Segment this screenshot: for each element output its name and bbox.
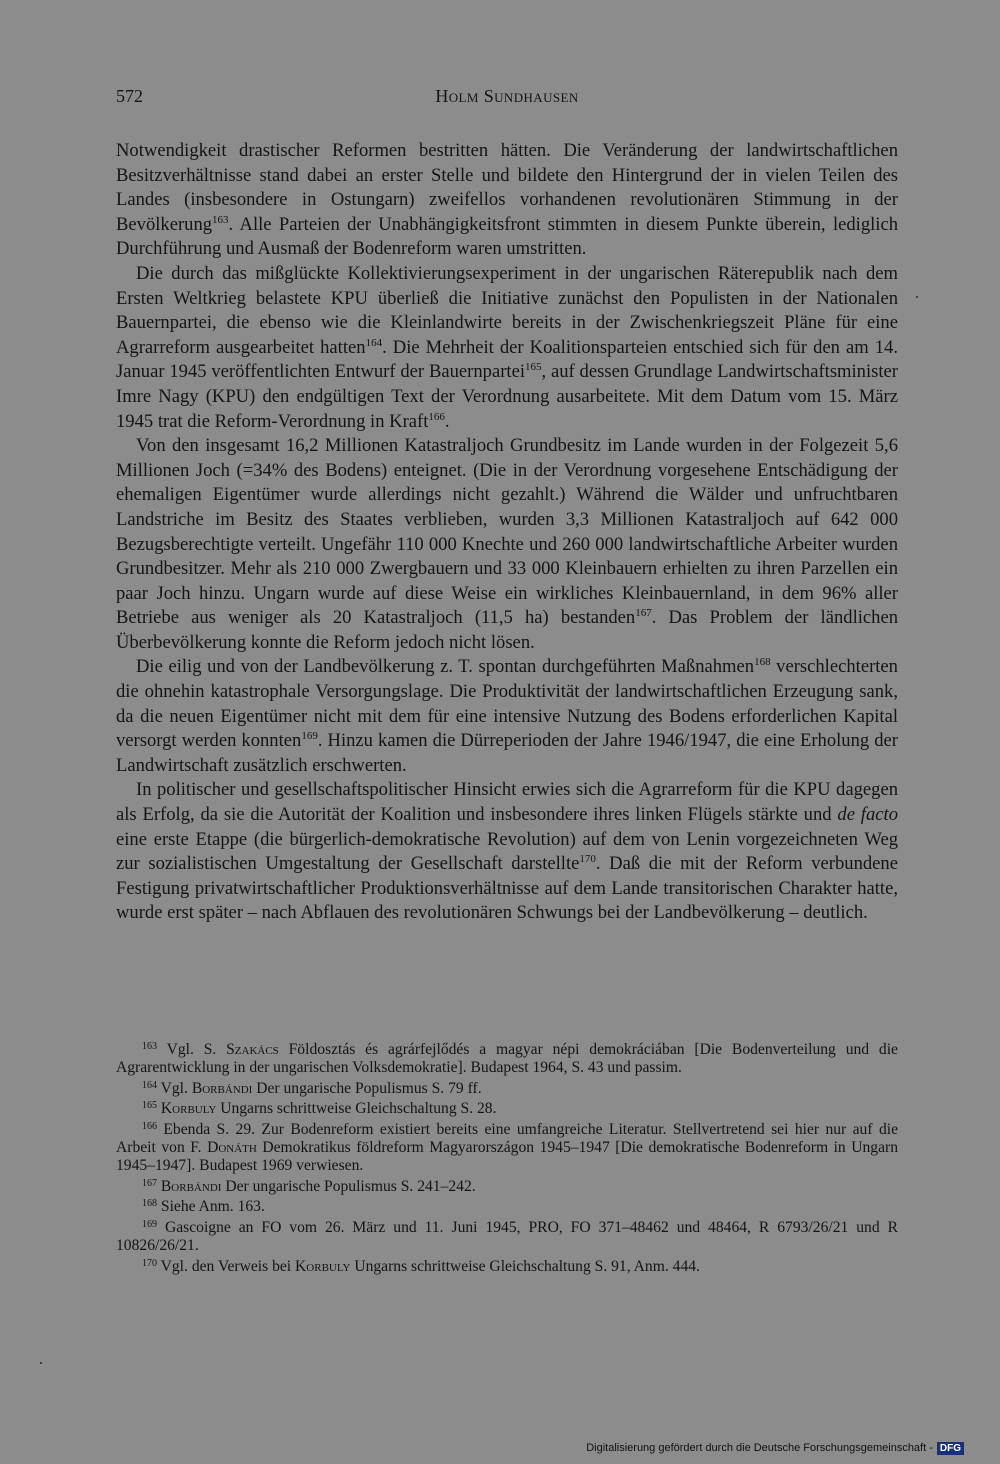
footnote-number: 168 bbox=[142, 1198, 157, 1210]
body-text bbox=[116, 139, 898, 926]
text-run: . Alle Parteien der Unabhängigkeitsfront stimmten in diesem Punkte überein, lediglich Durchführung und Ausmaß der Bodenreform waren umstritten. bbox=[116, 213, 898, 260]
page-header bbox=[116, 86, 898, 112]
author-name: Borbándi bbox=[191, 1079, 253, 1097]
footnote-ref: 164 bbox=[365, 336, 383, 349]
footnote-ref: 170 bbox=[579, 853, 596, 866]
footnotes bbox=[116, 1038, 898, 1276]
digitization-credit bbox=[586, 1440, 964, 1456]
text-run: , auf dessen Grundlage Landwirtschaftsminister Imre Nagy (KPU) den endgültigen Text der Verordnung ausarbeitete. Mit dem Datum vom 15. März 1945 trat die Reform-Verordnung in Kraft bbox=[116, 361, 898, 432]
text-run: . Hinzu kamen die Dürreperioden der Jahre 1946/1947, die eine Erholung der Landwirtschaft zusätzlich erschwerten. bbox=[116, 730, 898, 776]
footnote-number: 170 bbox=[142, 1257, 157, 1269]
footnote bbox=[116, 1195, 898, 1216]
footnote-text: Vgl. bbox=[160, 1079, 192, 1097]
text-run: . Daß die mit der Reform verbundene Festigung privatwirtschaftlicher Produktionsverhältnisse auf dem Lande transitorischen Charakter hatte, wurde erst später – nach Abflauen des revolutionären Schwungs bei der Landbevölkerung – deutlich. bbox=[116, 853, 898, 924]
text-run: . Das Problem der ländlichen Überbevölkerung konnte die Reform jedoch nicht lösen. bbox=[116, 607, 899, 653]
footnote-text: Ebenda S. 29. Zur Bodenreform existiert bereits eine umfangreiche Literatur. Stellvertretend sei hier nur auf die Arbeit von F. bbox=[116, 1121, 898, 1156]
footnote-text: Der ungarische Populismus S. 79 ff. bbox=[252, 1079, 482, 1097]
author-name: Korbuly bbox=[160, 1100, 217, 1118]
footnote bbox=[116, 1216, 898, 1255]
footnote-number: 166 bbox=[142, 1121, 157, 1133]
body-paragraph bbox=[116, 139, 898, 262]
author-name: Szakács bbox=[226, 1041, 279, 1058]
footnote-text: Ungarns schrittweise Gleichschaltung S. 28. bbox=[216, 1100, 497, 1118]
credit-text: Digitalisierung gefördert durch die Deutsche Forschungsgemeinschaft - bbox=[586, 1442, 933, 1454]
footnote bbox=[116, 1255, 898, 1276]
footnote-ref: 166 bbox=[428, 410, 445, 423]
dfg-logo: DFG bbox=[937, 1442, 964, 1455]
footnote-ref: 165 bbox=[524, 361, 542, 374]
author-name: Korbuly bbox=[295, 1257, 351, 1275]
footnote-text: Földosztás és agrárfejlődés a magyar népi demokráciában [Die Bodenverteilung und die Agrarentwicklung in der ungarischen Volksdemokratie]. Budapest 1964, S. 43 und passim. bbox=[116, 1041, 898, 1076]
footnote-text: Der ungarische Populismus S. 241–242. bbox=[221, 1177, 476, 1195]
footnote bbox=[116, 1077, 898, 1098]
footnote-text: Ungarns schrittweise Gleichschaltung S. 91, Anm. 444. bbox=[350, 1257, 700, 1275]
footnote-ref: 163 bbox=[212, 213, 229, 226]
footnote-ref: 167 bbox=[635, 607, 652, 620]
body-paragraph bbox=[116, 778, 898, 926]
footnote bbox=[116, 1175, 898, 1196]
body-paragraph bbox=[116, 262, 898, 434]
footnote-number: 169 bbox=[142, 1219, 157, 1231]
footnote bbox=[116, 1097, 898, 1118]
body-paragraph bbox=[116, 655, 898, 778]
footnote-number: 163 bbox=[142, 1041, 157, 1052]
footnote bbox=[116, 1118, 898, 1174]
text-run: Die durch das mißglückte Kollektivierungsexperiment in der ungarischen Räterepublik nach dem Ersten Weltkrieg belastete KPU überließ die Initiative zunächst den Populisten in der Nationalen Bauernpartei, die ebenso wie die Kleinlandwirte bereits in der Zwischenkriegszeit Pläne für eine Agrarreform ausgearbeitet hatten bbox=[116, 262, 898, 358]
text-run: verschlechterten die ohnehin katastrophale Versorgungslage. Die Produktivität der landwirtschaftlichen Erzeugung sank, da die neuen Eigentümer nicht mit dem für eine intensive Nutzung des Bodens erforderlichen Kapital versorgt werden konnten bbox=[116, 656, 898, 752]
text-run: eine erste Etappe (die bürgerlich-demokratische Revolution) auf dem von Lenin vorgezeichneten Weg zur sozialistischen Umgestaltung der Gesellschaft darstellte bbox=[116, 828, 898, 875]
text-run: Notwendigkeit drastischer Reformen bestritten hätten. Die Veränderung der landwirtschaftlichen Besitzverhältnisse stand dabei an erster Stelle und bildete den Hintergrund der in vielen Teilen des Landes (insbesondere in Ostungarn) zweifellos vorhandenen revolutionären Stimmung in der Bevölkerung bbox=[116, 140, 898, 235]
footnote bbox=[116, 1038, 898, 1077]
scan-speck bbox=[40, 1362, 42, 1364]
footnote-text: Vgl. S. bbox=[166, 1041, 227, 1058]
author-name: Borbándi bbox=[160, 1177, 222, 1195]
text-run: . Die Mehrheit der Koalitionsparteien entschied sich für den am 14. Januar 1945 veröffentlichten Entwurf der Bauernpartei bbox=[116, 336, 898, 383]
body-paragraph bbox=[116, 434, 898, 655]
footnote-number: 164 bbox=[142, 1079, 157, 1091]
footnote-text: Gascoigne an FO vom 26. März und 11. Juni 1945, PRO, FO 371–48462 und 48464, R 6793/26/21 und R 10826/26/21. bbox=[116, 1219, 898, 1254]
text-run: In politischer und gesellschaftspolitischer Hinsicht erwies sich die Agrarreform für die KPU dagegen als Erfolg, da sie die Autorität der Koalition und insbesondere ihres linken Flügels stärkte und bbox=[116, 779, 898, 826]
footnote-text: Demokratikus földreform Magyarországon 1945–1947 [Die demokratische Bodenreform in Ungarn 1945–1947]. Budapest 1969 verwiesen. bbox=[116, 1138, 898, 1174]
text-run: Von den insgesamt 16,2 Millionen Katastraljoch Grundbesitz im Lande wurden in der Folgezeit 5,6 Millionen Joch (=34% des Bodens) enteignet. (Die in der Verordnung vorgesehene Entschädigung der ehemaligen Eigentümer wurde allerdings nicht gezahlt.) Während die Wälder und unfruchtbaren Landstriche im Besitz des Staates verblieben, wurden 3,3 Millionen Katastraljoch auf 642 000 Bezugsberechtigte verteilt. Ungefähr 110 000 Knechte und 260 000 landwirtschaftliche Arbeiter wurden Grundbesitzer. Mehr als 210 000 Zwergbauern und 33 000 Kleinbauern erhielten zu ihren Parzellen ein paar Joch hinzu. Ungarn wurde auf diese Weise ein wirkliches Kleinbauernland, in dem 96% aller Betriebe aus weniger als 20 Katastraljoch (11,5 ha) bestanden bbox=[116, 435, 898, 629]
footnote-text: Vgl. den Verweis bei bbox=[160, 1257, 296, 1275]
page-number: 572 bbox=[116, 86, 143, 106]
footnote-ref: 169 bbox=[301, 730, 318, 743]
running-head: Holm Sundhausen bbox=[435, 86, 579, 106]
text-run: . bbox=[444, 410, 450, 432]
scan-speck bbox=[916, 296, 918, 298]
text-run: Die eilig und von der Landbevölkerung z. T. spontan durchgeführten Maßnahmen bbox=[136, 656, 755, 678]
footnote-number: 167 bbox=[142, 1177, 157, 1189]
italic-text: de facto bbox=[837, 804, 898, 826]
footnote-ref: 168 bbox=[754, 656, 771, 669]
footnote-text: Siehe Anm. 163. bbox=[160, 1198, 265, 1216]
author-name: Donáth bbox=[207, 1138, 257, 1156]
footnote-number: 165 bbox=[142, 1100, 157, 1112]
